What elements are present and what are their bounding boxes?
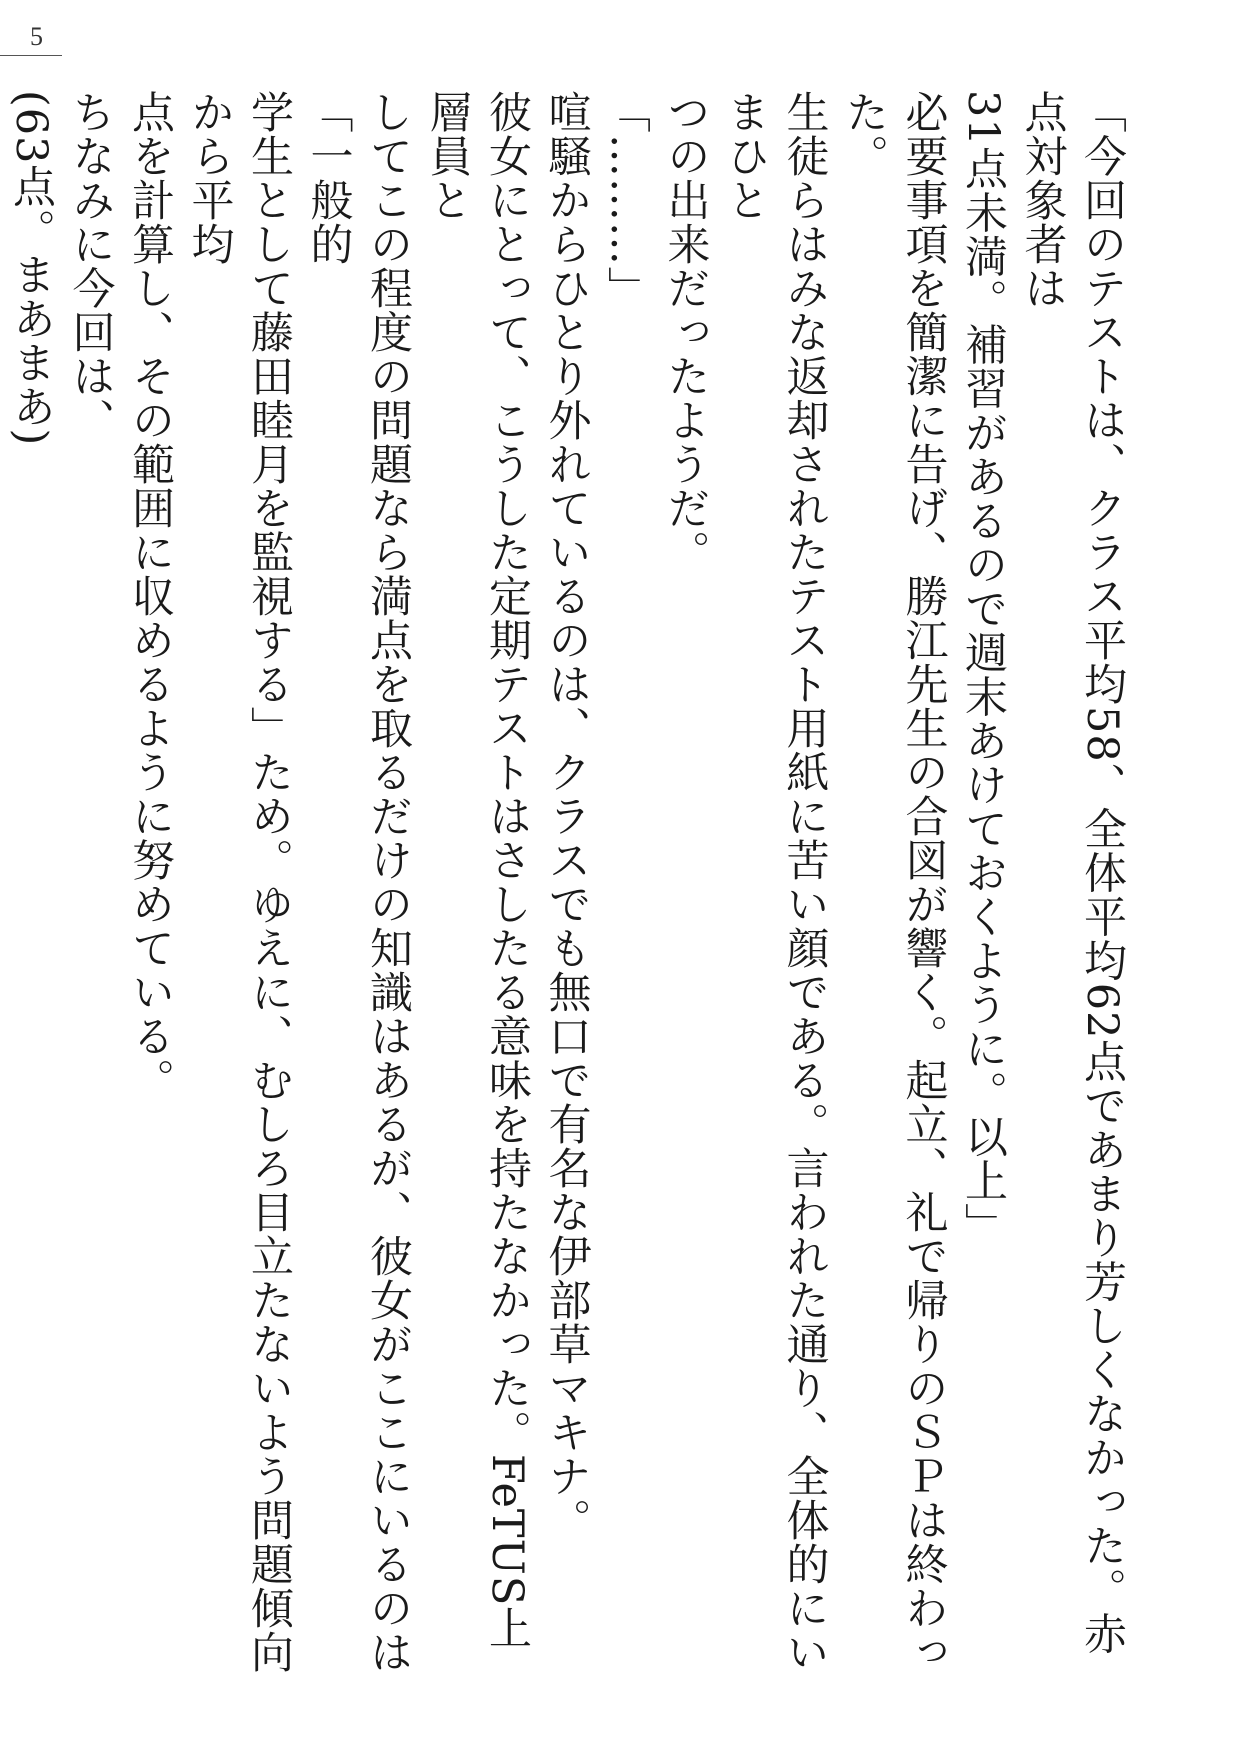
text-line: 「………」 [601, 90, 651, 310]
page-number: 5 [30, 22, 43, 51]
text-line: ちなみに今回は、 [65, 90, 116, 442]
text-line: 31点未満。補習があるので週末あけておくように。以上」 [958, 90, 1008, 1247]
page-number-rule [0, 55, 62, 56]
text-line: 必要事項を簡潔に告げ、勝江先生の合図が響く。起立、礼で帰りのＳＰは終わった。 [839, 90, 949, 1674]
text-line: つの出来だったようだ。 [660, 90, 711, 574]
vertical-text-body [6, 90, 1131, 1690]
text-line: 点を計算し、その範囲に収めるように努めている。 [125, 90, 175, 1102]
text-line: 彼女にとって、こうした定期テストはさしたる意味を持たなかった。FeTUS上層員と [422, 90, 532, 1651]
text-line: (63点。まあまあ) [6, 90, 56, 447]
text-line: 学生として藤田睦月を監視する」ため。ゆえに、むしろ目立たないよう問題傾向から平均 [184, 90, 294, 1674]
text-line: 生徒らはみな返却されたテスト用紙に苦い顔である。言われた通り、全体的にいまひと [720, 90, 830, 1674]
text-line [0, 90, 1, 1690]
text-line: 喧騒からひとり外れているのは、クラスでも無口で有名な伊部草マキナ。 [541, 90, 592, 1542]
text-line: 「今回のテストは、クラス平均58、全体平均62点であまり芳しくなかった。赤点対象者は [1017, 90, 1127, 1656]
text-line: してこの程度の問題なら満点を取るだけの知識はあるが、彼女がここにいるのは「一般的 [303, 90, 413, 1674]
